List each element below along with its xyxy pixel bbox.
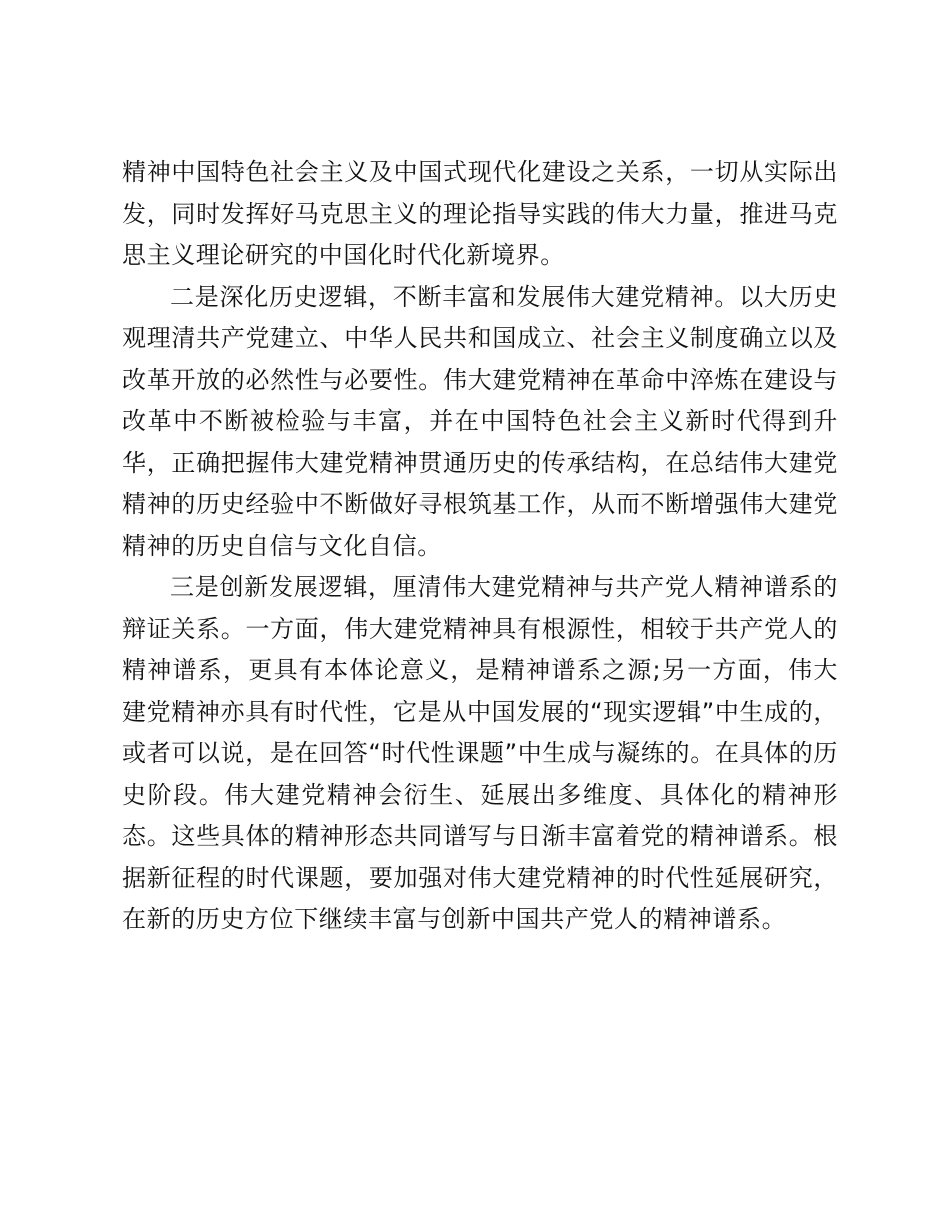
paragraph-continuation: 精神中国特色社会主义及中国式现代化建设之关系，一切从实际出发，同时发挥好马克思主义的理论指导实践的伟大力量，推进马克思主义理论研究的中国化时代化新境界。: [122, 158, 838, 269]
document-page: [122, 152, 838, 941]
paragraph-development-logic: 三是创新发展逻辑，厘清伟大建党精神与共产党人精神谱系的辩证关系。一方面，伟大建党精神具有根源性，相较于共产党人的精神谱系，更具有本体论意义，是精神谱系之源;另一方面，伟大建党精神亦具有时代性，它是从中国发展的“现实逻辑”中生成的，或者可以说，是在回答“时代性课题”中生成与凝练的。在具体的历史阶段。伟大建党精神会衍生、延展出多维度、具体化的精神形态。这些具体的精神形态共同谱写与日渐丰富着党的精神谱系。根据新征程的时代课题，要加强对伟大建党精神的时代性延展研究，在新的历史方位下继续丰富与创新中国共产党人的精神谱系。: [122, 573, 838, 933]
paragraph-historical-logic: 二是深化历史逻辑，不断丰富和发展伟大建党精神。以大历史观理清共产党建立、中华人民共和国成立、社会主义制度确立以及改革开放的必然性与必要性。伟大建党精神在革命中淬炼在建设与改革中不断被检验与丰富，并在中国特色社会主义新时代得到升华，正确把握伟大建党精神贯通历史的传承结构，在总结伟大建党精神的历史经验中不断做好寻根筑基工作，从而不断增强伟大建党精神的历史自信与文化自信。: [122, 282, 838, 560]
